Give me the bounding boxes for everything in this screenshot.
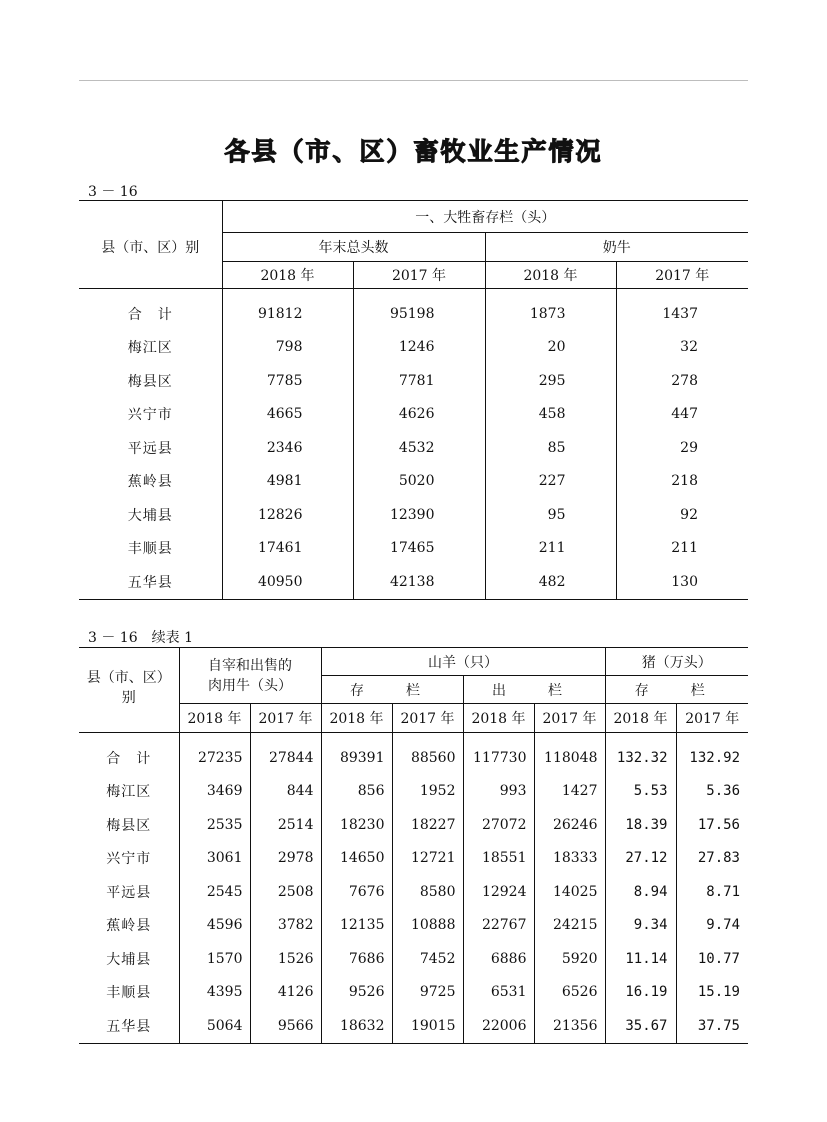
table-cell: 7686	[321, 942, 392, 976]
table-cell: 2508	[250, 875, 321, 909]
table-cell: 12826	[222, 498, 353, 532]
region-name: 合 计	[106, 750, 152, 767]
goat-header: 山羊（只）	[321, 648, 605, 676]
table-cell: 1952	[392, 775, 463, 809]
stub-header-line1: 县（市、区）	[86, 670, 171, 686]
region-name: 蕉岭县	[106, 918, 152, 935]
table-cell: 88560	[392, 733, 463, 775]
table-cell: 35.67	[605, 1009, 676, 1043]
table-cell: 18230	[321, 808, 392, 842]
year-header: 2017 年	[353, 262, 485, 289]
table-cell: 993	[463, 775, 534, 809]
table-cell: 4981	[222, 465, 353, 499]
table-cell: 12924	[463, 875, 534, 909]
table-cell: 9566	[250, 1009, 321, 1043]
table-cell: 18551	[463, 842, 534, 876]
year-header: 2018 年	[222, 262, 353, 289]
table-cell: 22006	[463, 1009, 534, 1043]
table-cell: 6526	[534, 976, 605, 1010]
stub-header	[79, 648, 179, 733]
table-cell: 16.19	[605, 976, 676, 1010]
table-cell: 27.83	[676, 842, 748, 876]
year-header: 2017 年	[616, 262, 748, 289]
table-cell: 482	[485, 565, 616, 599]
table-cell: 218	[616, 465, 748, 499]
table-cell: 7785	[222, 364, 353, 398]
table-cell: 1427	[534, 775, 605, 809]
table-cell: 458	[485, 398, 616, 432]
table-cell: 17465	[353, 532, 485, 566]
table-cell: 2545	[179, 875, 250, 909]
beef-header-line2: 肉用牛（头）	[208, 677, 292, 694]
table-cell: 227	[485, 465, 616, 499]
region-name: 梅江区	[127, 340, 173, 357]
region-name: 大埔县	[127, 507, 173, 524]
table-row	[79, 532, 748, 566]
table-cell: 4395	[179, 976, 250, 1010]
table-row	[79, 565, 748, 599]
table-cell: 798	[222, 331, 353, 365]
table-cell: 14025	[534, 875, 605, 909]
table-cell: 130	[616, 565, 748, 599]
table-cell: 10888	[392, 909, 463, 943]
region-name: 平远县	[106, 884, 152, 901]
table-cell: 1526	[250, 942, 321, 976]
table-cell: 278	[616, 364, 748, 398]
table-cell: 1570	[179, 942, 250, 976]
table-cell: 7781	[353, 364, 485, 398]
table-cell: 9.74	[676, 909, 748, 943]
table-cell: 95198	[353, 289, 485, 331]
table-cell: 3782	[250, 909, 321, 943]
region-name: 大埔县	[106, 951, 152, 968]
table-cell: 8.94	[605, 875, 676, 909]
table-cell: 2535	[179, 808, 250, 842]
table-cell: 27844	[250, 733, 321, 775]
table-cell: 95	[485, 498, 616, 532]
table-cell: 29	[616, 431, 748, 465]
table-row	[79, 909, 748, 943]
pig-stock-header: 存 栏	[605, 676, 748, 704]
region-name: 蕉岭县	[127, 474, 173, 491]
year-header: 2018 年	[463, 704, 534, 733]
table-cell: 6531	[463, 976, 534, 1010]
table-row	[79, 875, 748, 909]
region-name: 梅江区	[106, 784, 152, 801]
region-name: 丰顺县	[127, 541, 173, 558]
table-row	[79, 289, 748, 331]
table-row	[79, 808, 748, 842]
table-cell: 844	[250, 775, 321, 809]
table-cell: 12390	[353, 498, 485, 532]
pig-header: 猪（万头）	[605, 648, 748, 676]
table-cell: 11.14	[605, 942, 676, 976]
table-cell: 1873	[485, 289, 616, 331]
table-cell: 1246	[353, 331, 485, 365]
year-header: 2018 年	[485, 262, 616, 289]
table-cell: 5020	[353, 465, 485, 499]
table-cell: 12721	[392, 842, 463, 876]
table-cell: 27.12	[605, 842, 676, 876]
table-cell: 85	[485, 431, 616, 465]
table-cell: 117730	[463, 733, 534, 775]
year-header: 2017 年	[250, 704, 321, 733]
table-cell: 2978	[250, 842, 321, 876]
beef-header-line1: 自宰和出售的	[208, 657, 292, 674]
table-cell: 17461	[222, 532, 353, 566]
table-cell: 91812	[222, 289, 353, 331]
table-row	[79, 498, 748, 532]
table-cell: 5064	[179, 1009, 250, 1043]
table-cell: 26246	[534, 808, 605, 842]
table-cell: 27235	[179, 733, 250, 775]
table-cell: 4626	[353, 398, 485, 432]
table-cell: 15.19	[676, 976, 748, 1010]
table-cell: 22767	[463, 909, 534, 943]
table-cell: 40950	[222, 565, 353, 599]
stub-header: 县（市、区）别	[79, 201, 222, 289]
table-cell: 211	[485, 532, 616, 566]
livestock-table-continued	[79, 647, 748, 1044]
table-cell: 856	[321, 775, 392, 809]
table-cell: 9725	[392, 976, 463, 1010]
table-cell: 5920	[534, 942, 605, 976]
table-cell: 2346	[222, 431, 353, 465]
table-cell: 5.36	[676, 775, 748, 809]
livestock-table	[79, 200, 748, 600]
table-cell: 14650	[321, 842, 392, 876]
table-row	[79, 1009, 748, 1043]
table-cell: 27072	[463, 808, 534, 842]
table-cell: 3469	[179, 775, 250, 809]
table-cell: 295	[485, 364, 616, 398]
table-row	[79, 431, 748, 465]
table-cell: 19015	[392, 1009, 463, 1043]
table-row	[79, 842, 748, 876]
region-name: 五华县	[127, 574, 173, 591]
region-name: 合 计	[127, 306, 173, 323]
table-cell: 18333	[534, 842, 605, 876]
goat-sold-header: 出 栏	[463, 676, 605, 704]
large-livestock-header: 一、大牲畜存栏（头）	[222, 201, 748, 233]
table-cell: 21356	[534, 1009, 605, 1043]
table-cell: 8580	[392, 875, 463, 909]
table-row	[79, 398, 748, 432]
table-cell: 18.39	[605, 808, 676, 842]
year-header: 2018 年	[605, 704, 676, 733]
region-name: 丰顺县	[106, 985, 152, 1002]
table-cell: 132.32	[605, 733, 676, 775]
region-name: 平远县	[127, 440, 173, 457]
dairy-cow-header: 奶牛	[485, 233, 748, 262]
year-header: 2017 年	[534, 704, 605, 733]
table-cell: 4126	[250, 976, 321, 1010]
table-cell: 4665	[222, 398, 353, 432]
region-name: 梅县区	[127, 373, 173, 390]
year-header: 2017 年	[676, 704, 748, 733]
table-cell: 42138	[353, 565, 485, 599]
beef-cattle-header	[179, 648, 321, 704]
table-cell: 4596	[179, 909, 250, 943]
table-cell: 2514	[250, 808, 321, 842]
table-cell: 7676	[321, 875, 392, 909]
table-cell: 9526	[321, 976, 392, 1010]
total-head-header: 年末总头数	[222, 233, 485, 262]
table-cell: 3061	[179, 842, 250, 876]
table-cell: 132.92	[676, 733, 748, 775]
year-header: 2018 年	[179, 704, 250, 733]
table-cell: 89391	[321, 733, 392, 775]
table-cell: 24215	[534, 909, 605, 943]
page-title: 各县（市、区）畜牧业生产情况	[224, 137, 603, 166]
table2-code: 3 － 16 续表 1	[88, 630, 193, 646]
table-cell: 447	[616, 398, 748, 432]
table-cell: 37.75	[676, 1009, 748, 1043]
table-row	[79, 976, 748, 1010]
year-header: 2017 年	[392, 704, 463, 733]
table-row	[79, 942, 748, 976]
year-header: 2018 年	[321, 704, 392, 733]
table-cell: 4532	[353, 431, 485, 465]
table-cell: 92	[616, 498, 748, 532]
table-cell: 18632	[321, 1009, 392, 1043]
table-row	[79, 465, 748, 499]
region-name: 梅县区	[106, 817, 152, 834]
table-cell: 7452	[392, 942, 463, 976]
top-rule	[79, 80, 748, 81]
table1-code: 3 － 16	[88, 184, 138, 200]
goat-stock-header: 存 栏	[321, 676, 463, 704]
region-name: 五华县	[106, 1018, 152, 1035]
table-row	[79, 733, 748, 775]
table-cell: 32	[616, 331, 748, 365]
table-row	[79, 775, 748, 809]
table-cell: 1437	[616, 289, 748, 331]
table-cell: 211	[616, 532, 748, 566]
region-name: 兴宁市	[127, 407, 173, 424]
table-cell: 20	[485, 331, 616, 365]
table-cell: 6886	[463, 942, 534, 976]
table-row	[79, 364, 748, 398]
table-row	[79, 331, 748, 365]
table-cell: 12135	[321, 909, 392, 943]
table-cell: 9.34	[605, 909, 676, 943]
table-cell: 8.71	[676, 875, 748, 909]
table-cell: 5.53	[605, 775, 676, 809]
region-name: 兴宁市	[106, 851, 152, 868]
table-cell: 118048	[534, 733, 605, 775]
table-cell: 10.77	[676, 942, 748, 976]
stub-header-line2: 别	[121, 690, 136, 706]
table-cell: 17.56	[676, 808, 748, 842]
table-cell: 18227	[392, 808, 463, 842]
